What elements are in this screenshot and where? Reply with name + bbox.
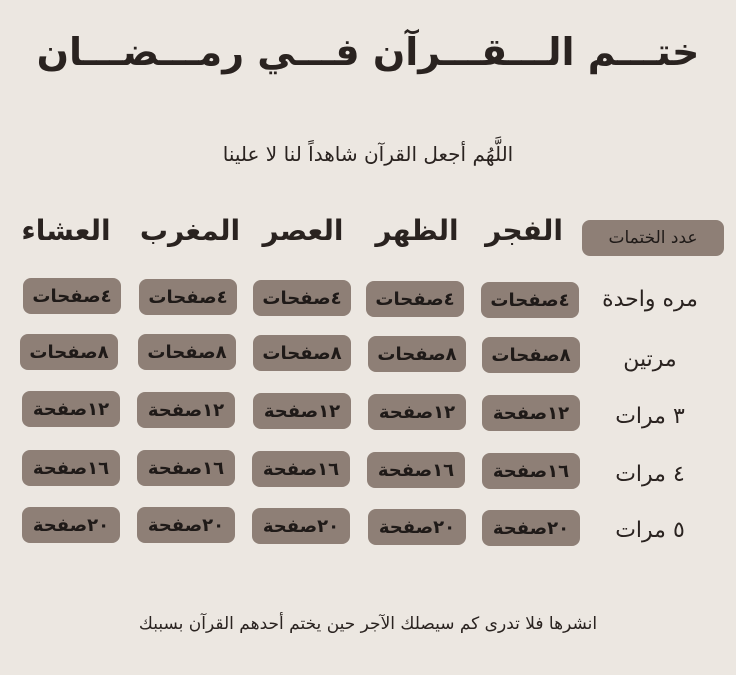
- cell-pages: ٨صفحات: [20, 334, 118, 370]
- cell-pages: ٨صفحات: [138, 334, 236, 370]
- cell-pages: ١٦صفحة: [137, 450, 235, 486]
- cell-pages: ١٢صفحة: [482, 395, 580, 431]
- cell-pages: ٢٠صفحة: [368, 509, 466, 545]
- cell-pages: ٤صفحات: [139, 279, 237, 315]
- share-footer-note: انشرها فلا تدرى كم سيصلك الآجر حين يختم أحدهم القرآن بسببك: [138, 614, 598, 634]
- khatmat-count-header: عدد الختمات: [582, 220, 724, 256]
- row-label-five-times: ٥ مرات: [615, 518, 685, 543]
- cell-pages: ١٢صفحة: [137, 392, 235, 428]
- row-label-twice: مرتين: [623, 347, 677, 372]
- cell-pages: ٤صفحات: [481, 282, 579, 318]
- cell-pages: ٨صفحات: [482, 337, 580, 373]
- column-header-fajr: الفجر: [485, 214, 563, 247]
- cell-pages: ٨صفحات: [368, 336, 466, 372]
- cell-pages: ١٦صفحة: [482, 453, 580, 489]
- cell-pages: ٢٠صفحة: [252, 508, 350, 544]
- cell-pages: ٢٠صفحة: [482, 510, 580, 546]
- cell-pages: ١٢صفحة: [368, 394, 466, 430]
- cell-pages: ١٢صفحة: [253, 393, 351, 429]
- column-header-dhuhr: الظهر: [375, 214, 459, 247]
- cell-pages: ١٦صفحة: [22, 450, 120, 486]
- cell-pages: ١٦صفحة: [252, 451, 350, 487]
- cell-pages: ٢٠صفحة: [22, 507, 120, 543]
- cell-pages: ١٢صفحة: [22, 391, 120, 427]
- row-label-three-times: ٣ مرات: [615, 404, 685, 429]
- row-label-once: مره واحدة: [602, 287, 698, 312]
- supplication-subtitle: اللَّهُم أجعل القرآن شاهداً لنا لا علينا: [222, 142, 514, 166]
- cell-pages: ٨صفحات: [253, 335, 351, 371]
- column-header-asr: العصر: [262, 214, 344, 247]
- cell-pages: ٤صفحات: [366, 281, 464, 317]
- cell-pages: ١٦صفحة: [367, 452, 465, 488]
- cell-pages: ٤صفحات: [23, 278, 121, 314]
- page-title: ختـــم الـــقـــرآن فـــي رمـــضـــان: [36, 30, 700, 74]
- column-header-isha: العشاء: [21, 214, 111, 247]
- cell-pages: ٤صفحات: [253, 280, 351, 316]
- column-header-maghrib: المغرب: [139, 214, 241, 247]
- row-label-four-times: ٤ مرات: [615, 462, 685, 487]
- cell-pages: ٢٠صفحة: [137, 507, 235, 543]
